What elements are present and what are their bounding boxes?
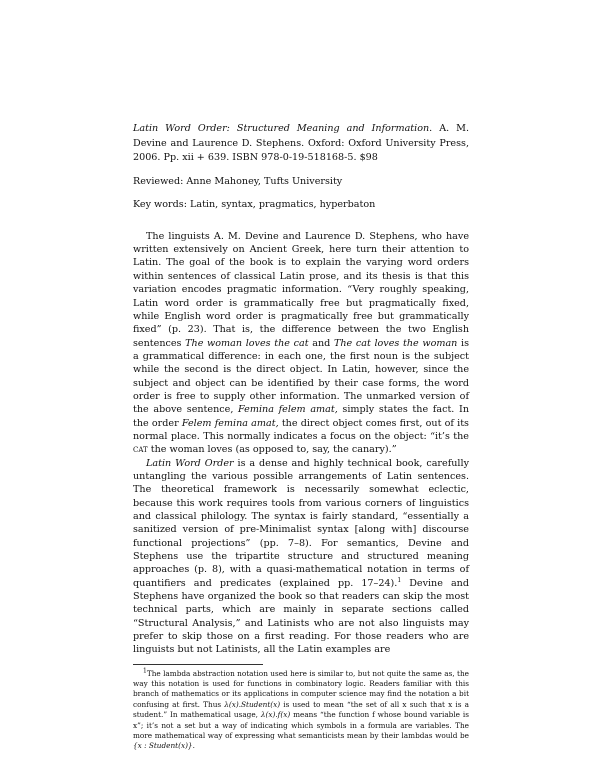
keywords-line: Key words: Latin, syntax, pragmatics, hyperbaton	[133, 198, 376, 210]
book-title: Latin Word Order: Structured Meaning and Information.	[133, 123, 433, 134]
footnote-marker[interactable]: 1	[397, 576, 402, 584]
footnote-1: $^1$The lambda abstraction notation used here is similar to, but not quite the same as, the way this notation is used for functions in combinatory logic. Readers familiar with this branch of mathematics or its applications in computer science may find the notation a bit confusing at first. Thus λ(x).Student(x) is used to mean “the set of all x such that x is a student.” In mathematical usage, λ(x).f(x) means “the function f whose bound variable is x”; it’s not a set but a way of indicating which symbols in a formula are variables. The more mathematical way of expressing what semanticists mean by their lambdas would be {x : Student(x)}.	[133, 667, 469, 751]
footnote-divider	[133, 664, 263, 665]
review-page	[133, 122, 469, 752]
review-body	[133, 230, 469, 657]
citation	[133, 122, 469, 166]
citation-details: A. M. Devine and Laurence D. Stephens. Oxford: Oxford University Press, 2006. Pp. xii + 639. ISBN 978-0-19-518168-5. $98	[133, 123, 470, 164]
reviewer-line: Reviewed: Anne Mahoney, Tufts University	[133, 175, 343, 187]
paragraph-1: The linguists A. M. Devine and Laurence D. Stephens, who have written extensively on Ancient Greek, here turn their attention to Latin. The goal of the book is to explain the varying word orders within sentences of classical Latin prose, and its thesis is that this variation encodes pragmatic information. “Very roughly speaking, Latin word order is grammatically free but pragmatically fixed, while English word order is pragmatically free but grammatically fixed” (p. 23). That is, the difference between the two English sentences The woman loves the cat and The cat loves the woman is a grammatical difference: in each one, the first noun is the subject while the second is the direct object. In Latin, however, since the subject and object can be identified by their case forms, the word order is free to supply other information. The unmarked version of the above sentence, Femina felem amat, simply states the fact. In the order Felem femina amat, the direct object comes first, out of its normal place. This normally indicates a focus on the object: “it’s the cat the woman loves (as opposed to, say, the canary).”	[133, 230, 470, 456]
paragraph-2: Latin Word Order is a dense and highly technical book, carefully untangling the various possible arrangements of Latin sentences. The theoretical framework is necessarily somewhat eclectic, because this work requires tools from various corners of linguistics and classical philology. The syntax is fairly standard, “essentially a sanitized version of pre-Minimalist syntax [along with] discourse functional projections” (pp. 7–8). For semantics, Devine and Stephens use the tripartite structure and structured meaning approaches (p. 8), with a quasi-mathematical notation in terms of quantifiers and predicates (explained pp. 17–24).$^1$ Devine and Stephens have organized the book so that readers can skip the most technical parts, which are mainly in separate sections called “Structural Analysis,” and Latinists who are not also linguists may prefer to skip those on a first reading. For those readers who are linguists but not Latinists, all the Latin examples are	[133, 457, 470, 656]
